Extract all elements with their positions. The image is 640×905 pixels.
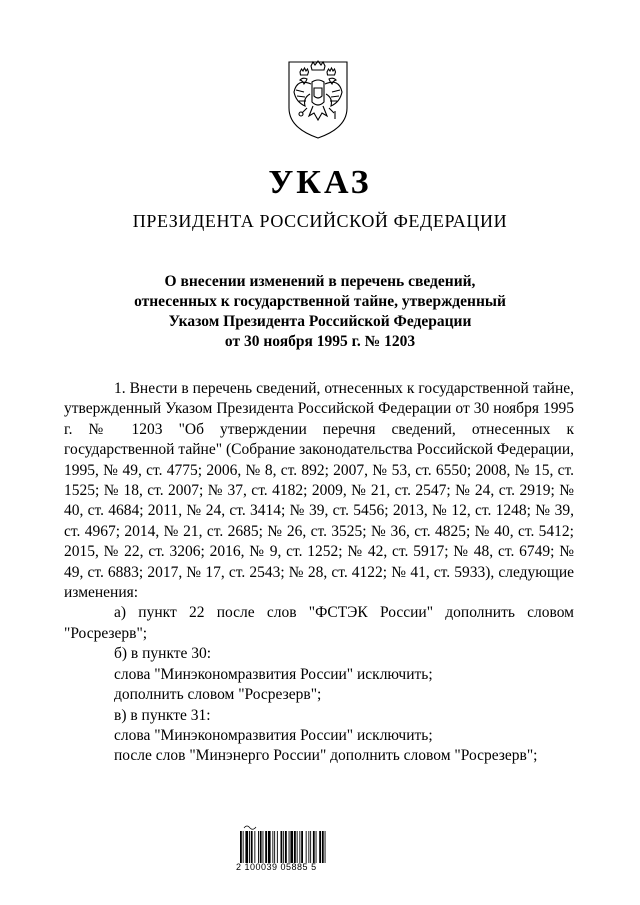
amendment-item: слова "Минэкономразвития России" исключить;	[114, 726, 433, 744]
decree-heading	[90, 272, 550, 352]
amendment-item: б) в пункте 30:	[114, 645, 212, 663]
heading-line: от 30 ноября 1995 г. № 1203	[224, 333, 416, 350]
amendment-item: а) пункт 22 после слов "ФСТЭК России" дополнить словом "Росрезерв";	[64, 604, 574, 642]
amendment-item: слова "Минэкономразвития России" исключить;	[114, 665, 433, 683]
barcode	[236, 820, 386, 868]
amendment-item: дополнить словом "Росрезерв";	[114, 686, 322, 704]
state-emblem-icon	[283, 52, 353, 140]
document-type-title: УКАЗ	[268, 164, 372, 201]
decree-body	[64, 379, 574, 767]
heading-line: отнесенных к государственной тайне, утвержденный	[134, 293, 506, 310]
heading-line: О внесении изменений в перечень сведений,	[164, 273, 476, 290]
barcode-digits: 2 100039 05885 5	[236, 862, 317, 872]
paragraph-1: 1. Внести в перечень сведений, отнесенных к государственной тайне, утвержденный Указом Президента Российской Федерации от 30 ноября 1995 г. № 1203 "Об утверждении перечня сведений, отнесенных к государственной тайне" (Собрание законодательства Российской Федерации, 1995, № 49, ст. 4775; 2006, № 8, ст. 892; 2007, № 53, ст. 6550; 2008, № 15, ст. 1525; № 18, ст. 2007; № 37, ст. 4182; 2009, № 21, ст. 2547; № 24, ст. 2919; № 40, ст. 4684; 2011, № 24, ст. 3414; № 39, ст. 5456; 2013, № 12, ст. 1248; № 39, ст. 4967; 2014, № 21, ст. 2685; № 26, ст. 3525; № 36, ст. 4825; № 40, ст. 5412; 2015, № 22, ст. 3206; 2016, № 9, ст. 1252; № 42, ст. 5917; № 48, ст. 6749; № 49, ст. 6883; 2017, № 17, ст. 2543; № 28, ст. 4122; № 41, ст. 5933), следующие изменения:	[64, 380, 574, 602]
issuer-subtitle: ПРЕЗИДЕНТА РОССИЙСКОЙ ФЕДЕРАЦИИ	[132, 211, 508, 231]
amendment-item: после слов "Минэнерго России" дополнить словом "Росрезерв";	[114, 747, 538, 765]
amendment-item: в) в пункте 31:	[114, 706, 211, 724]
heading-line: Указом Президента Российской Федерации	[168, 313, 472, 330]
